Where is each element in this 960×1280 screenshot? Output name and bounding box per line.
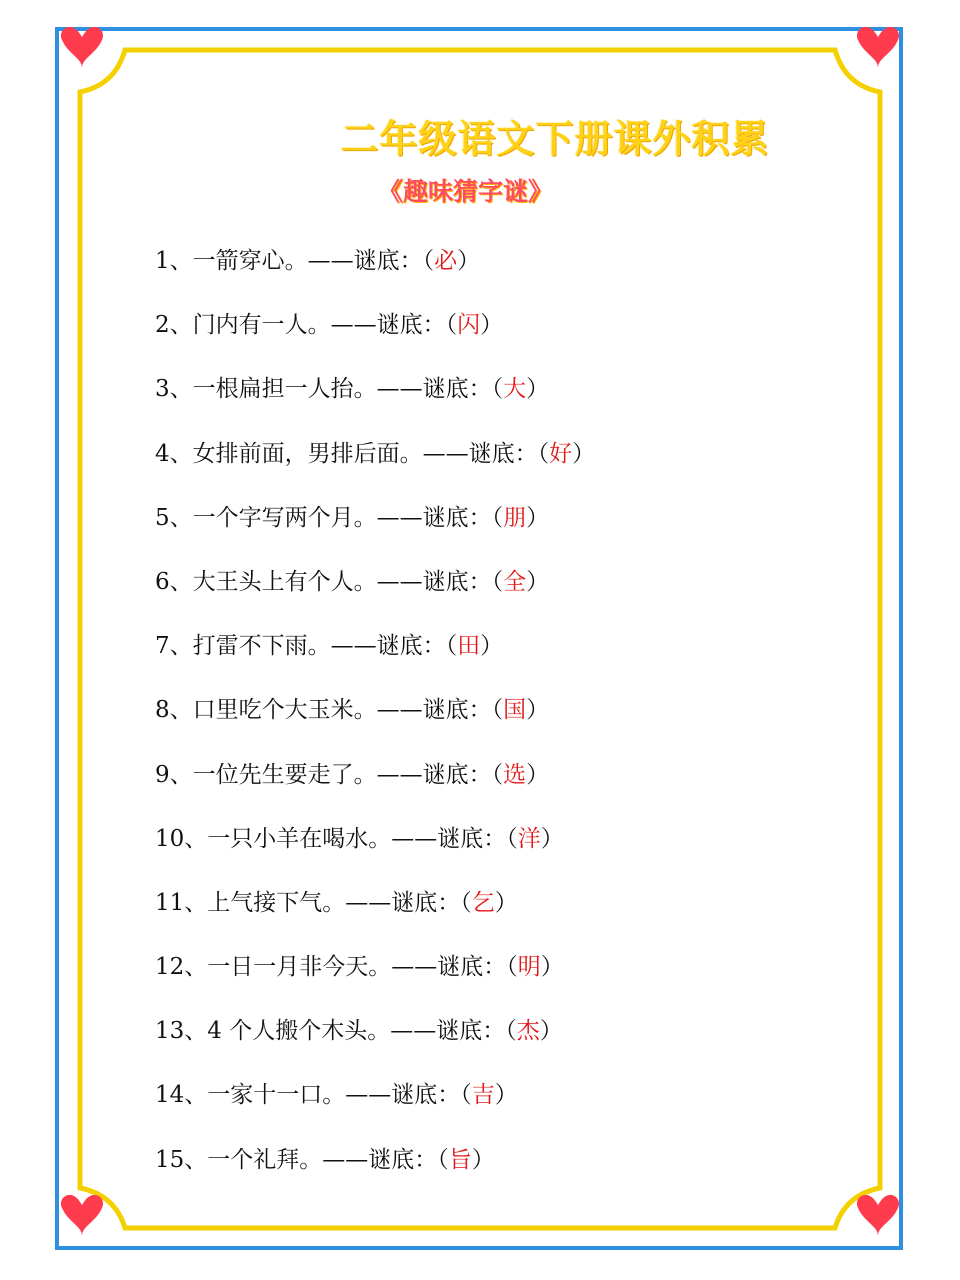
riddle-number: 11、 [155, 889, 208, 916]
answer-label: ——谜底： [376, 504, 492, 531]
riddle-question: 口里吃个大玉米。 [192, 697, 377, 724]
answer-label: ——谜底： [307, 248, 423, 274]
answer-label: ——谜底： [376, 568, 492, 595]
answer-label: ——谜底： [345, 889, 461, 916]
riddle-list [155, 236, 595, 1199]
answer-label: ——谜底： [376, 376, 492, 403]
heart-icon [61, 27, 103, 68]
answer-label: ——谜底： [391, 954, 507, 981]
riddle-answer: 选 [503, 761, 527, 788]
riddle-item: 5、一个字写两个月。——谜底：（朋） [155, 504, 550, 531]
riddle-question: 一根扁担一人抬。 [192, 376, 377, 403]
riddle-item: 8、口里吃个大玉米。——谜底：（国） [155, 697, 550, 724]
riddle-number: 12、 [155, 954, 208, 981]
heart-icon [61, 1195, 103, 1236]
riddle-question: 一位先生要走了。 [192, 761, 377, 788]
riddle-answer: 杰 [516, 1018, 540, 1045]
answer-label: ——谜底： [345, 1082, 461, 1109]
riddle-answer: 朋 [503, 504, 527, 531]
riddle-answer: 田 [457, 633, 481, 660]
riddle-number: 7、 [155, 633, 193, 660]
riddle-item: 14、一家十一口。——谜底：（吉） [155, 1082, 518, 1109]
riddle-item: 11、上气接下气。——谜底：（乞） [155, 889, 518, 916]
riddle-question: 4 个人搬个木头。 [207, 1018, 391, 1045]
riddle-item: 3、一根扁担一人抬。——谜底：（大） [155, 376, 550, 403]
riddle-number: 6、 [155, 568, 193, 595]
riddle-number: 15、 [155, 1146, 208, 1173]
riddle-question: 上气接下气。 [207, 889, 346, 916]
riddle-item: 9、一位先生要走了。——谜底：（选） [155, 761, 550, 788]
riddle-number: 14、 [155, 1082, 208, 1109]
riddle-question: 一日一月非今天。 [207, 954, 392, 981]
riddle-answer: 必 [434, 248, 458, 274]
riddle-question: 一箭穿心。 [192, 248, 308, 274]
riddle-question: 打雷不下雨。 [192, 633, 331, 660]
answer-label: ——谜底： [330, 312, 446, 339]
answer-label: ——谜底： [376, 697, 492, 724]
riddle-number: 10、 [155, 825, 208, 852]
riddle-question: 大王头上有个人。 [192, 568, 377, 595]
riddle-answer: 洋 [517, 825, 541, 852]
riddle-question: 一家十一口。 [207, 1082, 346, 1109]
riddle-answer: 大 [503, 376, 527, 403]
riddle-answer: 国 [503, 697, 527, 724]
riddle-number: 3、 [155, 376, 193, 403]
riddle-item: 4、女排前面，男排后面。——谜底：（好） [155, 440, 596, 467]
riddle-item: 6、大王头上有个人。——谜底：（全） [155, 568, 550, 595]
answer-label: ——谜底： [390, 1018, 506, 1045]
riddle-answer: 全 [503, 568, 527, 595]
heart-icon [857, 1195, 899, 1236]
riddle-answer: 闪 [457, 312, 481, 339]
riddle-question: 一个礼拜。 [207, 1146, 323, 1173]
riddle-number: 2、 [155, 312, 193, 339]
riddle-answer: 好 [549, 440, 573, 467]
riddle-number: 4、 [155, 440, 193, 467]
answer-label: ——谜底： [376, 761, 492, 788]
riddle-item: 7、打雷不下雨。——谜底：（田） [155, 633, 504, 660]
answer-label: ——谜底： [391, 825, 507, 852]
riddle-answer: 明 [517, 954, 541, 981]
riddle-question: 女排前面，男排后面。 [192, 440, 423, 467]
riddle-answer: 吉 [471, 1082, 495, 1109]
riddle-number: 5、 [155, 504, 193, 531]
answer-label: ——谜底： [330, 633, 446, 660]
page-subtitle: 《趣味猜字谜》 [378, 177, 554, 206]
riddle-number: 1、 [155, 248, 193, 274]
riddle-question: 门内有一人。 [192, 312, 331, 339]
riddle-question: 一只小羊在喝水。 [207, 825, 392, 852]
riddle-item: 13、4 个人搬个木头。——谜底：（杰） [155, 1018, 563, 1045]
riddle-question: 一个字写两个月。 [192, 504, 377, 531]
answer-label: ——谜底： [422, 440, 538, 467]
riddle-answer: 旨 [448, 1146, 472, 1173]
riddle-number: 13、 [155, 1018, 208, 1045]
riddle-item: 15、一个礼拜。——谜底：（旨） [155, 1146, 495, 1173]
riddle-item: 2、门内有一人。——谜底：（闪） [155, 312, 504, 339]
heart-icon [857, 27, 899, 68]
page-title: 二年级语文下册课外积累 [340, 117, 770, 161]
answer-label: ——谜底： [322, 1146, 438, 1173]
riddle-number: 9、 [155, 761, 193, 788]
riddle-item: 10、一只小羊在喝水。——谜底：（洋） [155, 825, 564, 852]
riddle-item: 1、一箭穿心。——谜底：（必） [155, 248, 481, 274]
riddle-number: 8、 [155, 697, 193, 724]
riddle-answer: 乞 [471, 889, 495, 916]
riddle-item: 12、一日一月非今天。——谜底：（明） [155, 954, 564, 981]
